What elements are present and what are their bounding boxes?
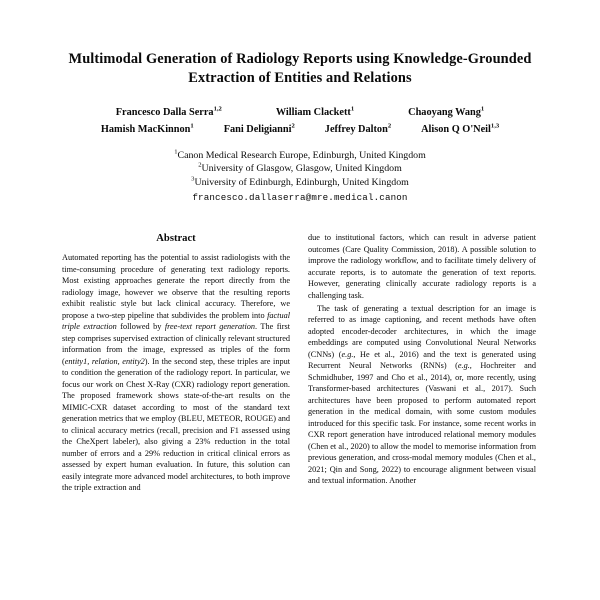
emphasis-text: entity1, relation, entity2	[64, 356, 145, 366]
affiliation-marker: 1	[174, 148, 178, 156]
author-affiliation-marker: 1	[190, 122, 194, 130]
intro-paragraph-2: The task of generating a textual description for an image is referred to as image captioning, and recent methods have often adopted encoder-decoder architectures, in which the image embeddings are computed using Convolutional Neural Networks (CNNs) (e.g., He et al., 2016) and the text is generated using Recurrent Neural Networks (RNNs) (e.g., Hochreiter and Schmidhuber, 1997 and Cho et al., 2014), or, more recently, using Transformer-based architectures (Vaswani et al., 2017). Such architectures have been proposed to perform automated report generation in the medical domain, with some custom modules introduced for this specific task. For instance, some recent works in CXR report generation have introduced relational memory modules (Chen et al., 2020) to allow the model to memorise information from previous generation, and cross-modal memory modules (Chen et al., 2021; Qin and Song, 2022) to encourage alignment between visual and textual information. Another	[308, 303, 536, 486]
emphasis-text: e.g.	[341, 349, 354, 359]
author-label: Alison Q O'Neil	[421, 124, 491, 135]
affiliation-marker: 3	[191, 175, 195, 183]
author-label: Fani Deligianni	[223, 124, 292, 135]
emphasis-text: free-text report generation	[164, 322, 256, 332]
author-name	[421, 121, 499, 138]
author-name	[325, 121, 391, 138]
author-affiliation-marker: 1	[480, 105, 485, 113]
author-label: Hamish MacKinnon	[100, 124, 191, 135]
body-columns	[0, 232, 600, 600]
author-label: Francesco Dalla Serra	[115, 107, 214, 118]
affiliation-label: Canon Medical Research Europe, Edinburgh, United Kingdom	[177, 150, 426, 161]
author-name	[101, 121, 194, 138]
affiliation-item	[0, 162, 600, 175]
abstract-heading: Abstract	[156, 233, 196, 244]
author-block	[0, 104, 600, 138]
emphasis-text: e.g.	[457, 361, 470, 371]
author-affiliation-marker: 1,2	[213, 105, 222, 113]
affiliation-block	[0, 149, 600, 204]
affiliation-label: University of Glasgow, Glasgow, United Kingdom	[201, 163, 402, 175]
abstract-paragraph: Automated reporting has the potential to assist radiologists with the time-consuming procedure of generating text radiology reports. Most existing approaches generate the report directly from the radiology image, however we observe that the resulting reports exhibit realistic style but lack clinical accuracy. Therefore, we propose a two-step pipeline that subdivides the problem into factual triple extraction followed by free-text report generation. The first step comprises supervised extraction of clinically relevant structured information from the image, expressed as triples of the form (entity1, relation, entity2). In the second step, these triples are input to condition the generation of the radiology report. In particular, we focus our work on Chest X-Ray (CXR) radiology report generation. The proposed framework shows state-of-the-art results on the MIMIC-CXR dataset according to most of the standard text generation metrics that we employ (BLEU, METEOR, ROUGE) and to clinical accuracy metrics (recall, precision and F1 assessed using the CheXpert labeler), also giving a 23% reduction in the total number of errors and a 29% reduction in critical clinical errors as assessed by expert human evaluation. In future, this solution can easily integrate more advanced model architectures, to both improve the triple extraction and	[62, 253, 290, 493]
author-row	[44, 104, 556, 121]
author-affiliation-marker: 1,3	[490, 122, 500, 130]
author-name	[276, 104, 354, 121]
author-affiliation-marker: 2	[387, 122, 392, 130]
emphasis-text: factual triple extraction	[62, 310, 290, 332]
page-title: Multimodal Generation of Radiology Reports using Knowledge-Grounded Extraction of Entities and Relations	[68, 51, 532, 86]
author-row	[44, 121, 556, 138]
intro-paragraph-1: due to institutional factors, which can result in adverse patient outcomes (Care Quality Commission, 2018). A possible solution to improve the radiology workflow, and to facilitate timely delivery of accurate reports, is to automate the generation of text reports. However, generating clinically accurate radiology reports is a challenging task.	[308, 233, 536, 300]
author-name	[116, 104, 222, 121]
left-column	[62, 232, 290, 600]
author-label: Jeffrey Dalton	[324, 124, 388, 135]
author-name	[408, 104, 484, 121]
right-column	[308, 232, 536, 600]
affiliation-label: University of Edinburgh, Edinburgh, United Kingdom	[194, 176, 409, 188]
affiliation-item	[0, 149, 600, 162]
author-label: Chaoyang Wang	[408, 107, 481, 118]
author-affiliation-marker: 1	[350, 105, 355, 113]
author-label: William Clackett	[275, 107, 351, 118]
author-name	[224, 121, 295, 138]
affiliation-marker: 2	[198, 162, 202, 170]
author-affiliation-marker: 2	[291, 122, 295, 130]
contact-email: francesco.dallaserra@mre.medical.canon	[192, 192, 408, 204]
affiliation-item	[0, 176, 600, 189]
